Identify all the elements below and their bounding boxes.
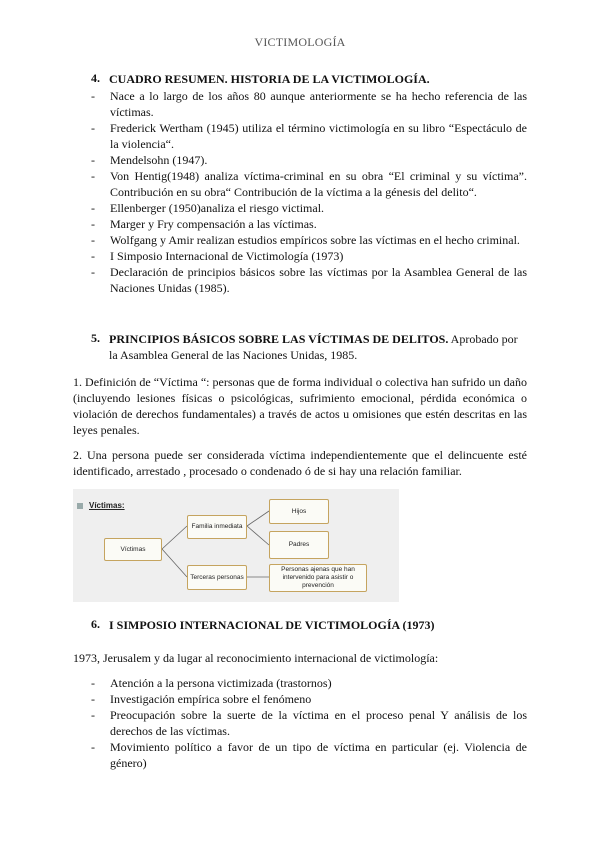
list-item: - Marger y Fry compensación a las víctimas. [91,216,527,232]
list-item: - Frederick Wertham (1945) utiliza el término victimología en su libro “Espectáculo de la violencia“. [91,120,527,152]
section-6-title: I SIMPOSIO INTERNACIONAL DE VICTIMOLOGÍA (1973) [109,618,435,632]
section-5-title [109,331,529,347]
list-item: - Von Hentig(1948) analiza víctima-criminal en su obra “El criminal y su víctima”. Contribución en su obra“ Contribución de la víctima a la génesis del delito“. [91,168,527,200]
list-item: - Movimiento político a favor de un tipo de víctima en particular (ej. Violencia de género) [91,739,527,771]
section-4-list [91,88,527,296]
list-item: - Investigación empírica sobre el fenómeno [91,691,527,707]
list-item: - I Simposio Internacional de Victimología (1973) [91,248,527,264]
list-item: - Mendelsohn (1947). [91,152,527,168]
list-item: - Ellenberger (1950)analiza el riesgo victimal. [91,200,527,216]
section-5-number: 5. [91,331,100,345]
connector-line [162,549,187,577]
definition-paragraph: 1. Definición de “Víctima “: personas que de forma individual o colectiva han sufrido un daño (incluyendo lesiones físicas o psicológicas, sufrimiento emocional, pérdida económica o violación de derechos fundamentales) a través de actos u omisiones que estén descritas en las leyes penales. [73,375,527,437]
list-item: - Atención a la persona victimizada (trastornos) [91,675,527,691]
section-6-number: 6. [91,617,100,631]
section-6-intro: 1973, Jerusalem y da lugar al reconocimiento internacional de victimología: [73,651,439,665]
page-header: VICTIMOLOGÍA [254,35,346,49]
second-paragraph: 2. Una persona puede ser considerada víctima independientemente que el delincuente esté identificado, arrestado , procesado o condenado ó de si hay una relación familiar. [73,448,527,478]
node-parents: Padres [269,531,329,559]
connector-line [162,526,187,549]
list-item: - Declaración de principios básicos sobre las víctimas por la Asamblea General de las Naciones Unidas (1985). [91,264,527,296]
connector-line [247,511,269,526]
node-helpers: Personas ajenas que han intervenido para asistir o prevención [269,564,367,592]
section-5-subtitle: la Asamblea General de las Naciones Unidas, 1985. [109,348,358,362]
node-children: Hijos [269,499,329,524]
node-family: Familia inmediata [187,515,247,539]
victims-diagram [73,489,399,602]
list-item: - Nace a lo largo de los años 80 aunque anteriormente se ha hecho referencia de las víctimas. [91,88,527,120]
bullet-square-icon [77,503,83,509]
section-4-title: CUADRO RESUMEN. HISTORIA DE LA VICTIMOLOGÍA. [109,72,430,86]
list-item: - Wolfgang y Amir realizan estudios empíricos sobre las víctimas en el hecho criminal. [91,232,527,248]
section-5-title-bold: PRINCIPIOS BÁSICOS SOBRE LAS VÍCTIMAS DE DELITOS. [109,332,449,346]
section-4-number: 4. [91,71,100,85]
diagram-title: Víctimas: [89,501,125,510]
list-item: - Preocupación sobre la suerte de la víctima en el proceso penal Y análisis de los derechos de las víctimas. [91,707,527,739]
node-third-parties: Terceras personas [187,565,247,590]
section-6-list [91,675,527,771]
node-victims: Víctimas [104,538,162,561]
connector-line [247,526,269,545]
section-5-title-rest: Aprobado por [448,332,518,346]
